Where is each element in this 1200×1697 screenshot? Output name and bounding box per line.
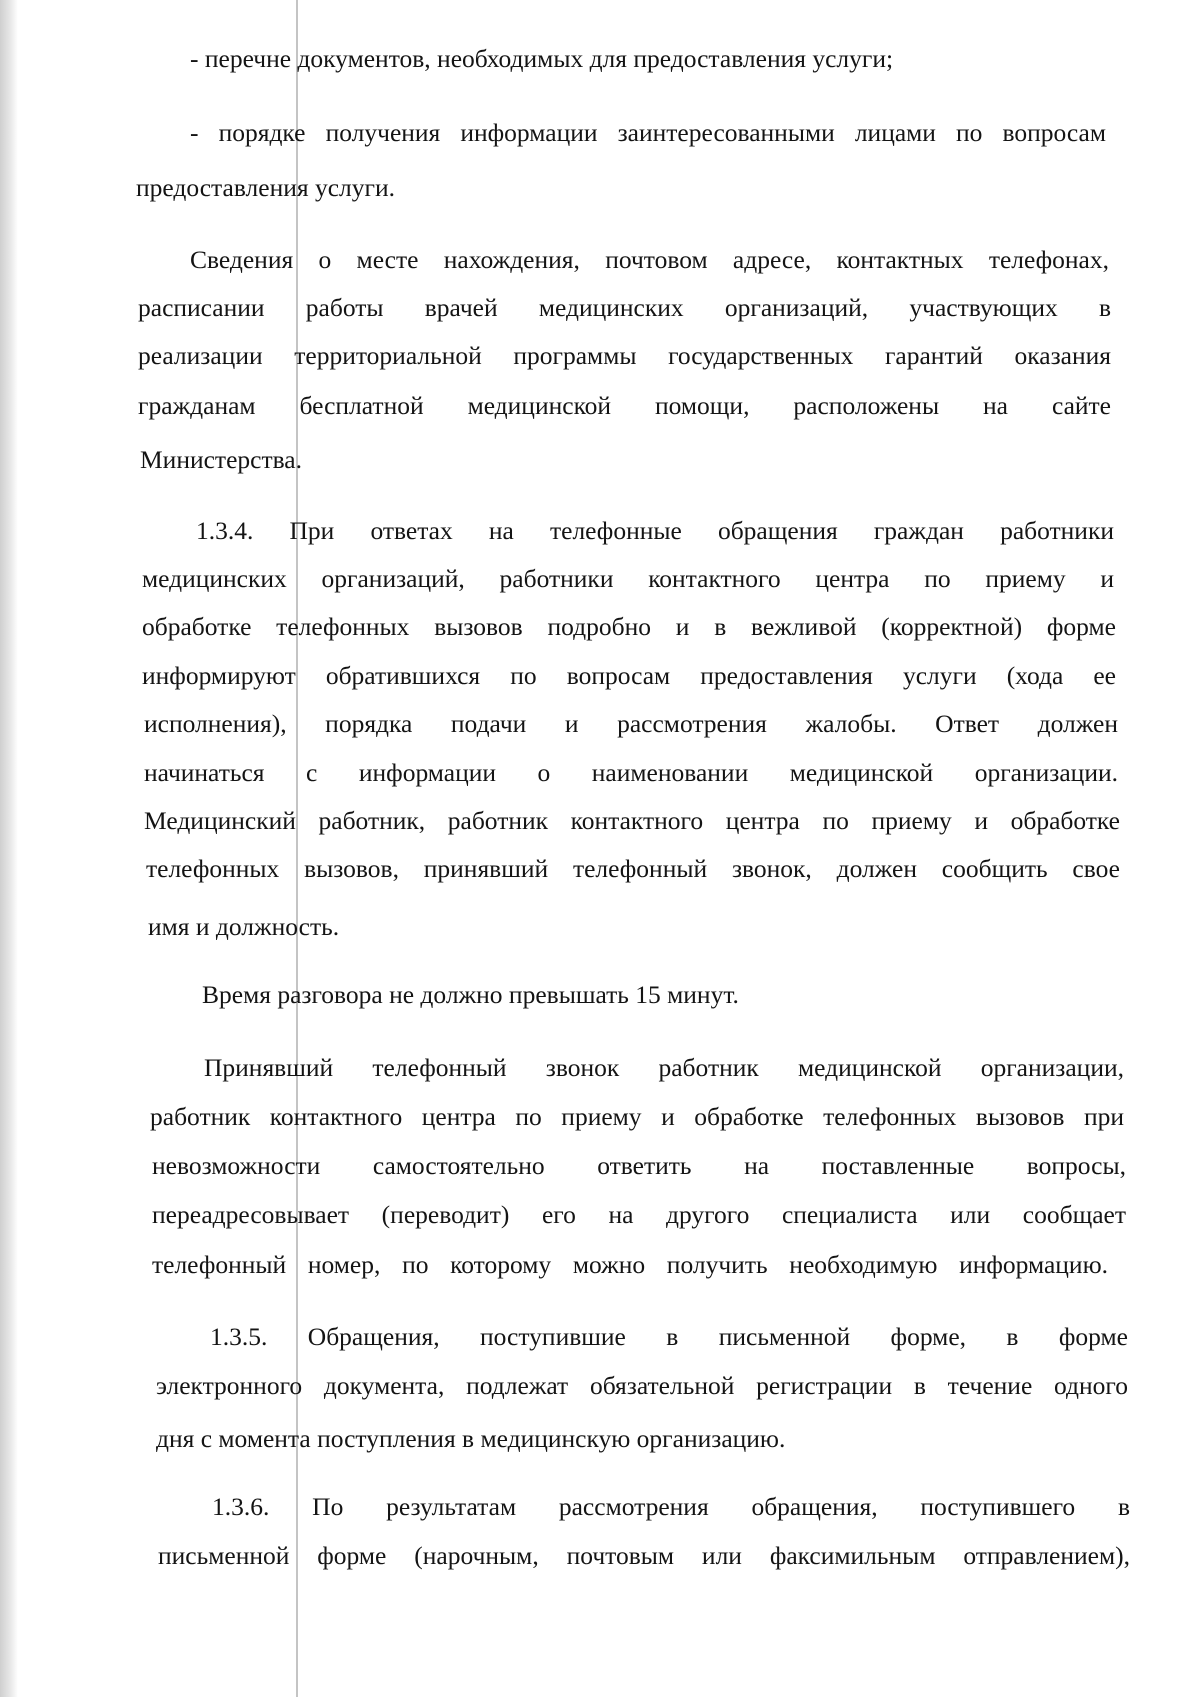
- paragraph-call-redirect-line-2: работник контактного центра по приему и обработке телефонных вызовов при: [150, 1102, 1124, 1131]
- paragraph-call-redirect-line-5: телефонный номер, по которому можно получить необходимую информацию.: [152, 1250, 1108, 1279]
- paragraph-location-info-line-2: расписании работы врачей медицинских организаций, участвующих в: [138, 293, 1111, 322]
- paragraph-location-info-line-4: гражданам бесплатной медицинской помощи, расположены на сайте: [138, 391, 1111, 420]
- paragraph-call-duration-line-1: Время разговора не должно превышать 15 минут.: [202, 980, 739, 1009]
- paragraph-1-3-4-line-6: начинаться с информации о наименовании медицинской организации.: [144, 758, 1118, 787]
- paragraph-1-3-4-line-3: обработке телефонных вызовов подробно и в вежливой (корректной) форме: [142, 612, 1116, 641]
- paragraph-1-3-6-line-2: письменной форме (нарочным, почтовым или факсимильным отправлением),: [158, 1541, 1130, 1570]
- paragraph-1-3-4-line-2: медицинских организаций, работники контактного центра по приему и: [142, 564, 1114, 593]
- paragraph-1-3-4-line-8: телефонных вызовов, принявший телефонный звонок, должен сообщить свое: [146, 854, 1120, 883]
- paragraph-location-info-line-1: Сведения о месте нахождения, почтовом адресе, контактных телефонах,: [190, 245, 1109, 274]
- paragraph-location-info-line-5: Министерства.: [140, 445, 303, 474]
- paragraph-call-redirect-line-1: Принявший телефонный звонок работник медицинской организации,: [204, 1053, 1124, 1082]
- paragraph-1-3-4-line-7: Медицинский работник, работник контактного центра по приему и обработке: [144, 806, 1120, 835]
- paragraph-1-3-6-line-1: 1.3.6. По результатам рассмотрения обращения, поступившего в: [212, 1492, 1130, 1521]
- paragraph-1-3-4-line-4: информируют обратившихся по вопросам предоставления услуги (хода ее: [142, 661, 1116, 690]
- paragraph-call-redirect-line-4: переадресовывает (переводит) его на другого специалиста или сообщает: [152, 1200, 1126, 1229]
- list-item-documents-line-1: - перечне документов, необходимых для предоставления услуги;: [190, 44, 894, 73]
- paragraph-location-info-line-3: реализации территориальной программы государственных гарантий оказания: [138, 341, 1111, 370]
- paragraph-1-3-4-line-5: исполнения), порядка подачи и рассмотрения жалобы. Ответ должен: [144, 709, 1118, 738]
- list-item-information-procedure-line-1: - порядке получения информации заинтересованными лицами по вопросам: [190, 118, 1106, 147]
- paragraph-1-3-4-line-9: имя и должность.: [148, 912, 340, 941]
- list-item-information-procedure-line-2: предоставления услуги.: [136, 173, 395, 202]
- paragraph-1-3-5-line-3: дня с момента поступления в медицинскую организацию.: [156, 1424, 786, 1453]
- paragraph-1-3-4-line-1: 1.3.4. При ответах на телефонные обращения граждан работники: [196, 516, 1114, 545]
- paragraph-call-redirect-line-3: невозможности самостоятельно ответить на поставленные вопросы,: [152, 1151, 1126, 1180]
- paragraph-1-3-5-line-2: электронного документа, подлежат обязательной регистрации в течение одного: [156, 1371, 1128, 1400]
- paragraph-1-3-5-line-1: 1.3.5. Обращения, поступившие в письменной форме, в форме: [210, 1322, 1128, 1351]
